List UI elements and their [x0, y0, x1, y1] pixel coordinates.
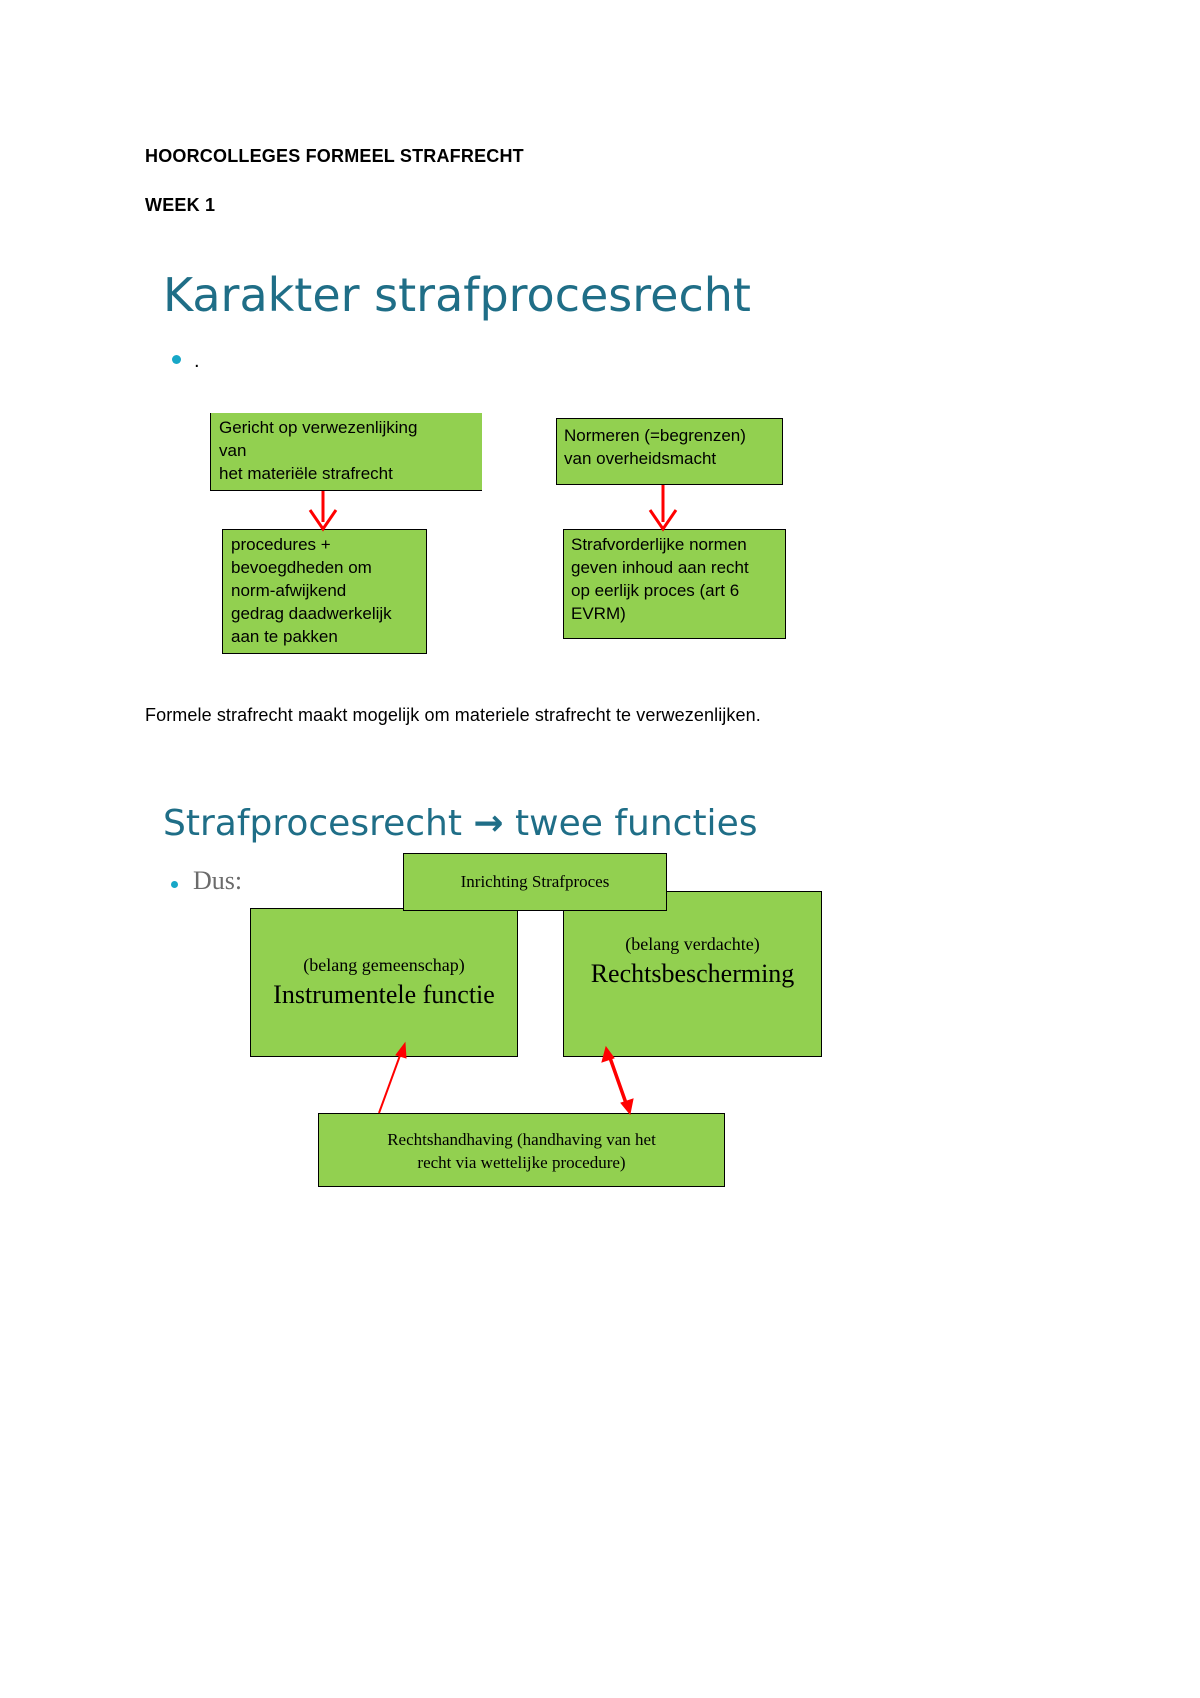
box-line: Strafvorderlijke normen	[571, 535, 747, 554]
box-line: Normeren (=begrenzen)	[564, 426, 746, 445]
slide2-title-left: Strafprocesrecht	[163, 803, 462, 844]
arrowhead	[621, 1099, 633, 1114]
box-line: op eerlijk proces (art 6	[571, 581, 740, 600]
box-line: gedrag daadwerkelijk	[231, 604, 392, 623]
body-paragraph: Formele strafrecht maakt mogelijk om materiele strafrecht te verwezenlijken.	[145, 705, 761, 725]
box-line: Rechtshandhaving (handhaving van het	[387, 1130, 656, 1149]
box-main-title: Rechtsbescherming	[590, 959, 795, 988]
box-main-title: Instrumentele functie	[273, 980, 495, 1009]
slide1-bullet-text: .	[194, 350, 200, 372]
slide2-title-right: twee functies	[515, 803, 758, 844]
slide2-bullet-text: Dus:	[193, 866, 243, 895]
box-line: van overheidsmacht	[564, 449, 717, 468]
document-title: HOORCOLLEGES FORMEEL STRAFRECHT	[145, 146, 524, 166]
right-arrow-icon: →	[473, 803, 504, 844]
box-line: procedures +	[231, 535, 331, 554]
slide1-title: Karakter strafprocesrecht	[163, 268, 751, 322]
box-line: Gericht op verwezenlijking	[219, 418, 418, 437]
week-label: WEEK 1	[145, 195, 216, 215]
arrow-instrumentele	[379, 1050, 402, 1113]
box-line: geven inhoud aan recht	[571, 558, 749, 577]
box-line: van	[219, 441, 247, 460]
box-line: norm-afwijkend	[231, 581, 347, 600]
arrowhead	[396, 1043, 406, 1058]
box-inrichting-strafproces: Inrichting Strafproces	[403, 853, 667, 911]
box-subtitle: (belang gemeenschap)	[303, 955, 465, 975]
box-line: EVRM)	[571, 604, 626, 623]
box-subtitle: (belang verdachte)	[625, 934, 760, 954]
box-line: het materiële strafrecht	[219, 464, 393, 483]
arrow-rechtsbescherming	[609, 1055, 627, 1106]
box-line: recht via wettelijke procedure)	[417, 1153, 626, 1172]
box-line: bevoegdheden om	[231, 558, 372, 577]
box-line: aan te pakken	[231, 627, 338, 646]
